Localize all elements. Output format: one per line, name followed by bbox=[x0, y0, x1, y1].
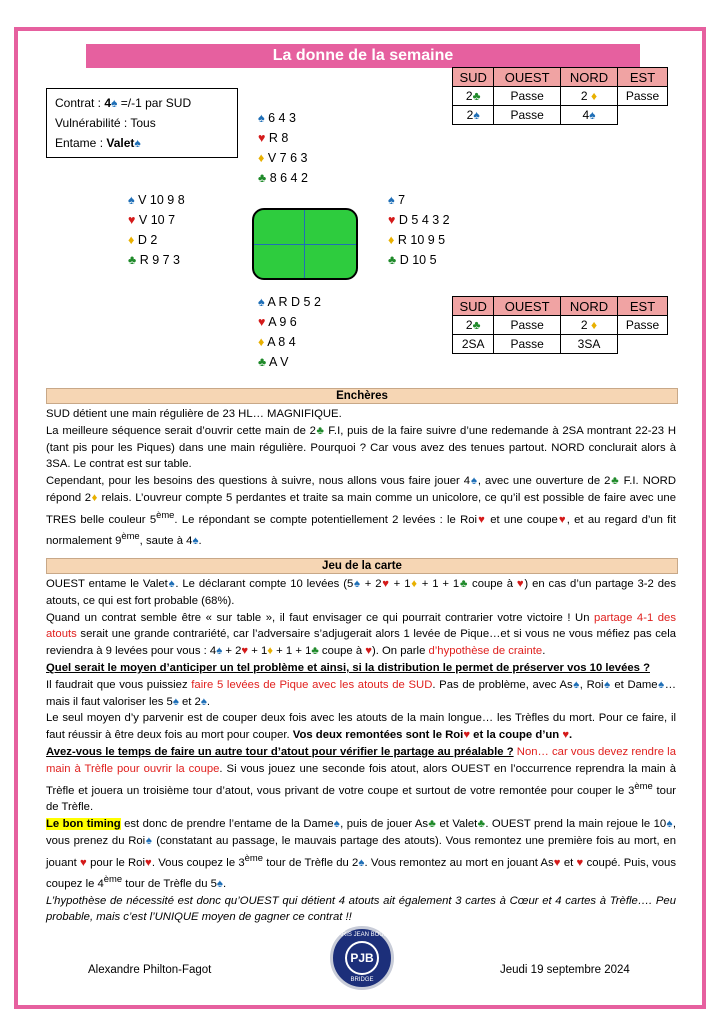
header-ouest: OUEST bbox=[494, 297, 561, 316]
spade-icon: ♠ bbox=[470, 475, 478, 488]
bid-level: 2 bbox=[465, 89, 473, 103]
club-icon: ♣ bbox=[428, 817, 437, 830]
vulnerability: Vulnérabilité : Tous bbox=[55, 116, 156, 130]
header-sud: SUD bbox=[453, 68, 494, 87]
spade-icon: ♠ bbox=[216, 877, 223, 890]
spade-icon: ♠ bbox=[603, 678, 611, 691]
bid-cell-empty bbox=[618, 106, 668, 125]
club-icon: ♣ bbox=[311, 645, 319, 658]
page-title: La donne de la semaine bbox=[86, 44, 640, 68]
spade-icon: ♠ bbox=[657, 678, 665, 691]
heart-icon: ♥ bbox=[258, 315, 266, 329]
club-icon: ♣ bbox=[315, 424, 325, 437]
club-icon: ♣ bbox=[258, 171, 267, 185]
logo-ring-text: PARIS JEAN BOUIN bbox=[334, 932, 390, 938]
heart-icon: ♥ bbox=[80, 856, 87, 869]
spade-icon: ♠ bbox=[572, 678, 580, 691]
spade-icon: ♠ bbox=[258, 111, 265, 125]
spade-icon: ♠ bbox=[388, 193, 395, 207]
spade-icon: ♠ bbox=[666, 817, 673, 830]
logo-sub-text: BRIDGE bbox=[350, 977, 374, 983]
club-icon: ♣ bbox=[388, 253, 397, 267]
club-icon: ♣ bbox=[128, 253, 137, 267]
west-hand bbox=[128, 190, 185, 270]
west-clubs: R 9 7 3 bbox=[139, 253, 180, 267]
south-hand bbox=[258, 292, 321, 372]
spade-icon: ♠ bbox=[128, 193, 135, 207]
west-diamonds: D 2 bbox=[137, 233, 158, 247]
header-sud: SUD bbox=[453, 297, 494, 316]
spade-icon: ♠ bbox=[145, 834, 153, 847]
heart-icon: ♥ bbox=[381, 578, 390, 590]
bid-cell: Passe bbox=[494, 335, 561, 354]
bid-cell: 2SA bbox=[453, 335, 494, 354]
east-diamonds: R 10 9 5 bbox=[397, 233, 446, 247]
diamond-icon: ♦ bbox=[388, 233, 395, 247]
east-spades: 7 bbox=[398, 193, 406, 207]
heart-icon: ♥ bbox=[258, 131, 266, 145]
diamond-icon: ♦ bbox=[410, 578, 418, 590]
club-logo bbox=[330, 926, 394, 990]
heart-icon: ♥ bbox=[553, 856, 561, 869]
heart-icon: ♥ bbox=[365, 645, 372, 658]
spade-icon: ♠ bbox=[353, 578, 361, 590]
diamond-icon: ♦ bbox=[590, 318, 598, 332]
spade-icon: ♠ bbox=[589, 108, 596, 122]
club-icon: ♣ bbox=[610, 475, 620, 488]
bid-cell bbox=[453, 87, 494, 106]
lead-value: Valet bbox=[106, 136, 135, 150]
club-icon: ♣ bbox=[477, 817, 486, 830]
footer-date: Jeudi 19 septembre 2024 bbox=[500, 964, 630, 976]
header-nord: NORD bbox=[560, 68, 617, 87]
heart-icon: ♥ bbox=[388, 213, 396, 227]
spade-icon: ♠ bbox=[333, 817, 341, 830]
bid-level: 4 bbox=[582, 108, 590, 122]
bid-cell bbox=[453, 316, 494, 335]
heart-icon: ♥ bbox=[128, 213, 136, 227]
bid-cell bbox=[560, 316, 617, 335]
header-nord: NORD bbox=[560, 297, 617, 316]
west-spades: V 10 9 8 bbox=[138, 193, 185, 207]
bid-level: 2 bbox=[580, 318, 588, 332]
spade-icon: ♠ bbox=[172, 695, 179, 708]
club-icon: ♣ bbox=[472, 89, 481, 103]
club-icon: ♣ bbox=[459, 578, 469, 590]
heart-icon: ♥ bbox=[557, 513, 567, 526]
logo-text: PJB bbox=[345, 941, 379, 975]
spade-icon: ♠ bbox=[358, 856, 365, 869]
table-divider-horizontal bbox=[254, 244, 356, 245]
bid-cell: 3SA bbox=[560, 335, 617, 354]
bid-cell: Passe bbox=[494, 87, 561, 106]
bidding-table-1 bbox=[452, 67, 668, 125]
heart-icon: ♥ bbox=[241, 645, 249, 658]
south-hearts: A 9 6 bbox=[268, 315, 297, 329]
bid-cell: Passe bbox=[618, 316, 668, 335]
south-diamonds: A 8 4 bbox=[267, 335, 296, 349]
heart-icon: ♥ bbox=[144, 856, 152, 869]
west-hearts: V 10 7 bbox=[138, 213, 176, 227]
section-header-encheres: Enchères bbox=[46, 388, 678, 404]
heart-icon: ♥ bbox=[516, 578, 525, 590]
south-spades: A R D 5 2 bbox=[267, 295, 321, 309]
footer-author: Alexandre Philton-Fagot bbox=[88, 964, 212, 976]
contract-info-box bbox=[46, 88, 238, 158]
bid-cell: Passe bbox=[618, 87, 668, 106]
club-icon: ♣ bbox=[472, 318, 481, 332]
lead-label: Entame : bbox=[55, 136, 107, 150]
spade-icon: ♠ bbox=[258, 295, 265, 309]
diamond-icon: ♦ bbox=[267, 645, 274, 658]
bid-cell bbox=[453, 106, 494, 125]
header-ouest: OUEST bbox=[494, 68, 561, 87]
bid-level: 2 bbox=[466, 108, 474, 122]
card-table bbox=[252, 208, 358, 280]
spade-icon: ♠ bbox=[167, 578, 176, 590]
heart-icon: ♥ bbox=[562, 729, 570, 742]
spade-icon: ♠ bbox=[111, 96, 118, 110]
diamond-icon: ♦ bbox=[258, 151, 265, 165]
contract-label: Contrat : bbox=[55, 96, 105, 110]
contract-suffix: =/-1 par SUD bbox=[117, 96, 192, 110]
heart-icon: ♥ bbox=[463, 729, 471, 742]
north-diamonds: V 7 6 3 bbox=[267, 151, 308, 165]
spade-icon: ♠ bbox=[134, 136, 141, 150]
bid-level: 2 bbox=[580, 89, 588, 103]
east-clubs: D 10 5 bbox=[399, 253, 437, 267]
diamond-icon: ♦ bbox=[128, 233, 135, 247]
south-clubs: A V bbox=[269, 355, 289, 369]
section-header-jeu: Jeu de la carte bbox=[46, 558, 678, 574]
header-est: EST bbox=[618, 297, 668, 316]
bid-cell: Passe bbox=[494, 106, 561, 125]
diamond-icon: ♦ bbox=[91, 491, 98, 504]
contract-value: 4 bbox=[104, 96, 112, 110]
club-icon: ♣ bbox=[258, 355, 267, 369]
header-est: EST bbox=[618, 68, 668, 87]
north-clubs: 8 6 4 2 bbox=[269, 171, 308, 185]
heart-icon: ♥ bbox=[576, 856, 584, 869]
spade-icon: ♠ bbox=[473, 108, 480, 122]
bidding-table-2 bbox=[452, 296, 668, 354]
bid-cell-empty bbox=[618, 335, 668, 354]
spade-icon: ♠ bbox=[216, 645, 223, 658]
bid-cell: Passe bbox=[494, 316, 561, 335]
bid-cell bbox=[560, 87, 617, 106]
north-hearts: R 8 bbox=[268, 131, 289, 145]
heart-icon: ♥ bbox=[477, 513, 486, 526]
bid-level: 2 bbox=[465, 318, 473, 332]
north-spades: 6 4 3 bbox=[268, 111, 296, 125]
east-hand bbox=[388, 190, 450, 270]
east-hearts: D 5 4 3 2 bbox=[398, 213, 450, 227]
diamond-icon: ♦ bbox=[258, 335, 265, 349]
encheres-text: SUD détient une main régulière de 23 HL… MAGNIFIQUE. La meilleure séquence serait d’ouvrir cette main de 2♣ F.I, puis de la faire suivre d’une redemande à 2SA montrant 22-23 H (tant pis pour les Piques) dans une main régulière. Pourquoi ? Car vous avez des tenues partout. NORD conclurait alors à 3SA. Le contrat est sur table. Cependant, pour les besoins des questions à suivre, nous allons vous faire jouer 4♠, avec une ouverture de 2♣ F.I. NORD répond 2♦ relais. L’ouvreur compte 5 perdantes et traite sa main comme un unicolore, ce qu’il est possible de faire avec une TRES belle couleur 5ème. Le répondant se compte potentiellement 2 levées : le Roi♥ et une coupe♥, et au regard d’un fit normalement 9ème, saute à 4♠. bbox=[46, 408, 676, 548]
spade-icon: ♠ bbox=[200, 695, 207, 708]
spade-icon: ♠ bbox=[192, 535, 199, 548]
bid-cell bbox=[560, 106, 617, 125]
jeu-text: OUEST entame le Valet♠. Le déclarant compte 10 levées (5♠ + 2♥ + 1♦ + 1 + 1♣ coupe à ♥) en cas d’un partage 3-2 des atouts, ce qui est fort probable (68%). Quand un contrat semble être « sur table », il faut envisager ce qui pourrait contrarier votre victoire ! Un partage 4-1 des atouts serait une grande contrariété, car l’adversaire s’adjugerait alors 1 levée de Pique…et si vous ne vous méfiez pas cela reviendra à 9 levées pour vous : 4♠ + 2♥ + 1♦ + 1 + 1♣ coupe à ♥). On parle d’hypothèse de crainte. Quel serait le moyen d’anticiper un tel problème et ainsi, si la distribution le permet de préserver vos 10 levées ? Il faudrait que vous puissiez faire 5 levées de Pique avec les atouts de SUD. Pas de problème, avec As♠, Roi♠ et Dame♠… mais il faut valoriser les 5♠ et 2♠. Le seul moyen d’y parvenir est de couper deux fois avec les atouts de la main longue… les Trèfles du mort. Pour ce faire, il faut réussir à être deux fois au mort pour couper. Vos deux remontées sont le Roi♥ et la coupe d’un ♥. Avez-vous le temps de faire un autre tour d’atout pour vérifier le partage au préalable ? Non… car vous devez rendre la main à Trèfle pour ouvrir la coupe. Si vous jouez une seconde fois atout, alors OUEST en l’occurrence reprendra la main à Trèfle et jouera un troisième tour d’atout, vous privant de votre coupe et surtout de votre remontée pour couper le 3ème tour de Trèfle. Le bon timing est donc de prendre l’entame de la Dame♠, puis de jouer As♣ et Valet♣. OUEST prend la main rejoue le 10♠, vous prenez du Roi♠ (constatant au passage, le mauvais partage des atouts). Vous remontez une première fois au mort, en jouant ♥ pour le Roi♥. Vous coupez le 3ème tour de Trèfle du 2♠. Vous remontez au mort en jouant As♥ et ♥ coupé. Puis, vous coupez le 4ème tour de Trèfle du 5♠. L’hypothèse de nécessité est donc qu’OUEST qui détient 4 atouts ait également 3 cartes à Cœur et 4 cartes à Trèfle…. Peu probable, mais c’est l’UNIQUE moyen de gagner ce contrat !! bbox=[46, 578, 677, 924]
north-hand bbox=[258, 108, 308, 188]
diamond-icon: ♦ bbox=[590, 89, 598, 103]
